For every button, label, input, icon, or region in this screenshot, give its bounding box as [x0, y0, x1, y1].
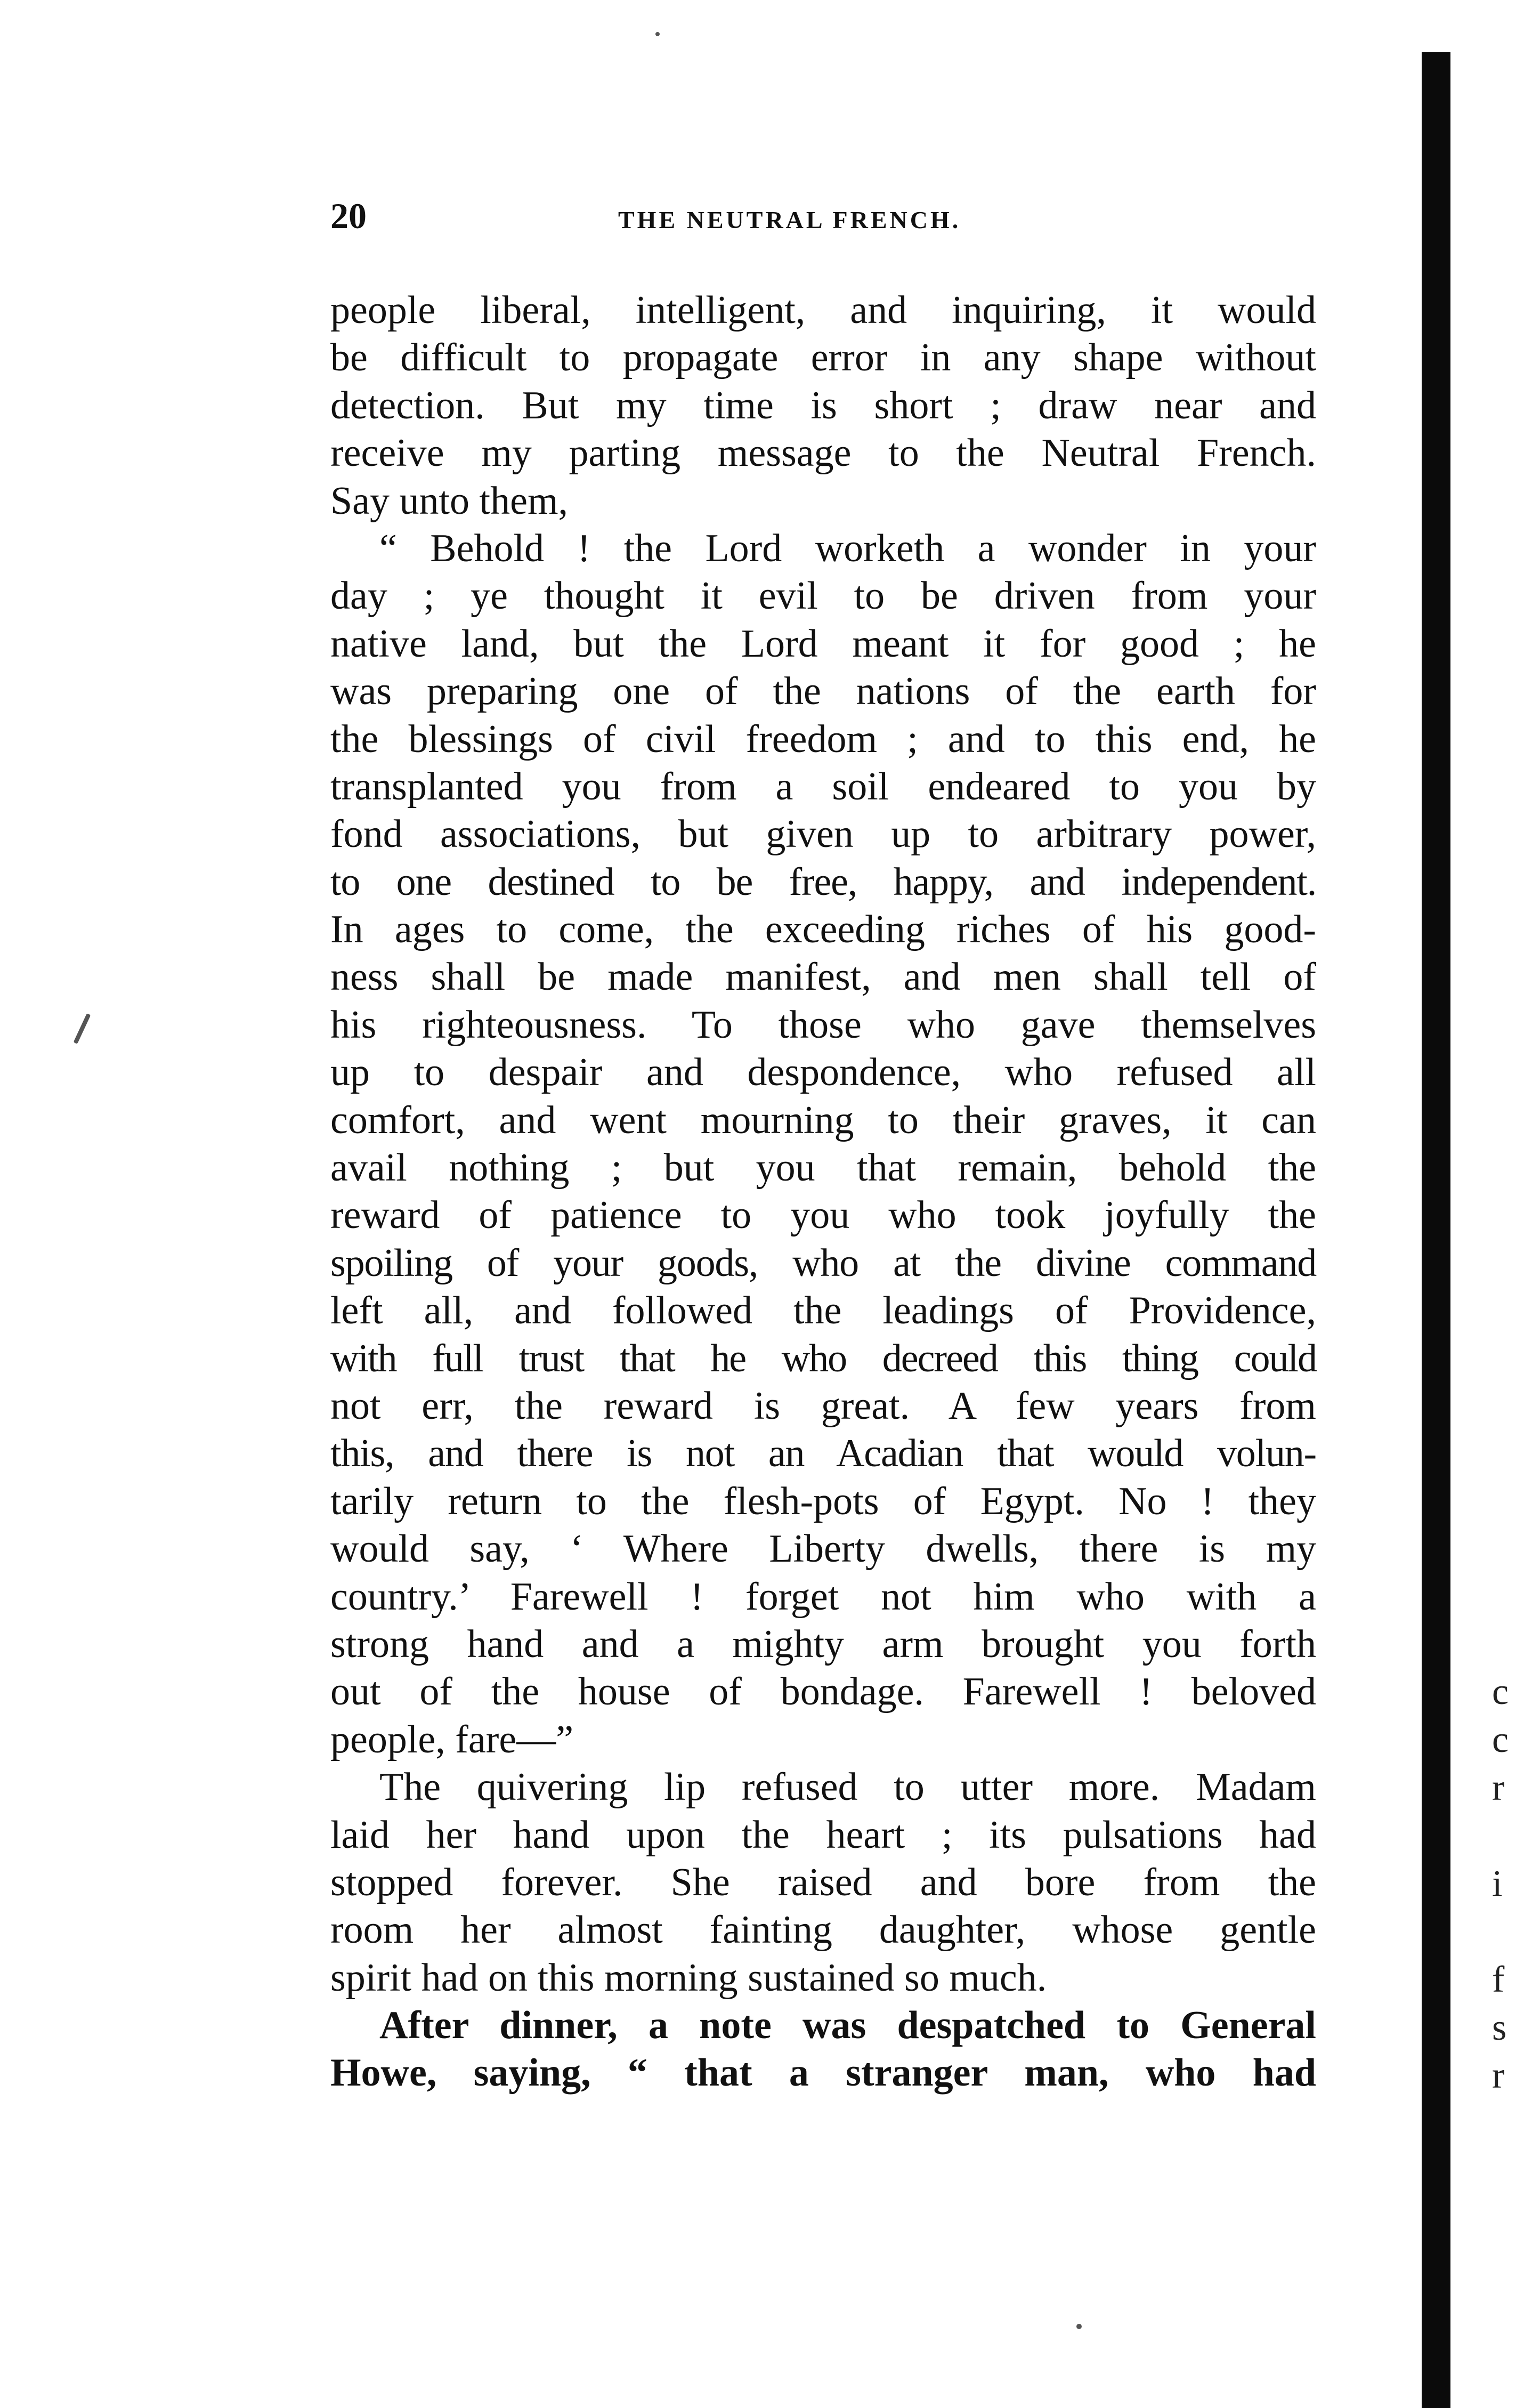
text-line: to one destined to be free, happy, and independent.: [330, 860, 1316, 904]
text-line: transplanted you from a soil endeared to you by: [330, 764, 1316, 809]
text-line: be difficult to propagate error in any shape without: [330, 336, 1316, 380]
text-line: Howe, saying, “ that a stranger man, who had: [330, 2051, 1316, 2095]
text-line: not err, the reward is great. A few years from: [330, 1384, 1316, 1428]
text-line: The quivering lip refused to utter more. Madam: [379, 1765, 1316, 1809]
margin-letter: [1492, 1812, 1524, 1860]
page-header: [330, 189, 1316, 243]
text-line: people, fare—”: [330, 1717, 574, 1761]
text-line: spoiling of your goods, who at the divine command: [330, 1241, 1316, 1285]
margin-letter: c: [1492, 1719, 1509, 1760]
margin-letter: r: [1492, 2055, 1505, 2096]
text-line: detection. But my time is short ; draw near and: [330, 383, 1316, 427]
text-line: tarily return to the flesh-pots of Egypt. No ! they: [330, 1479, 1316, 1523]
text-line: spirit had on this morning sustained so much.: [330, 1956, 1047, 2000]
text-line: reward of patience to you who took joyfully the: [330, 1193, 1316, 1238]
margin-letter: s: [1492, 2007, 1507, 2048]
margin-letter: [1492, 1908, 1524, 1956]
text-line: was preparing one of the nations of the earth for: [330, 669, 1316, 714]
scan-speck: [74, 1013, 91, 1044]
text-line: country.’ Farewell ! forget not him who with a: [330, 1574, 1316, 1619]
text-line: the blessings of civil freedom ; and to this end, he: [330, 717, 1316, 761]
text-line: left all, and followed the leadings of Providence,: [330, 1289, 1316, 1333]
text-line: room her almost fainting daughter, whose gentle: [330, 1908, 1316, 1952]
text-line: this, and there is not an Acadian that would volun-: [330, 1432, 1316, 1476]
text-line: comfort, and went mourning to their graves, it can: [330, 1098, 1316, 1142]
text-line: strong hand and a mighty arm brought you forth: [330, 1622, 1316, 1666]
margin-letter: c: [1492, 1671, 1509, 1712]
margin-letter: r: [1492, 1767, 1505, 1808]
text-line: would say, ‘ Where Liberty dwells, there is my: [330, 1527, 1316, 1571]
text-line: After dinner, a note was despatched to General: [379, 2003, 1316, 2048]
text-line: stopped forever. She raised and bore from the: [330, 1860, 1316, 1904]
page-number: 20: [330, 196, 367, 236]
text-line: laid her hand upon the heart ; its pulsations had: [330, 1813, 1316, 1857]
text-line: up to despair and despondence, who refused all: [330, 1051, 1316, 1095]
text-line: fond associations, but given up to arbitrary power,: [330, 812, 1316, 856]
text-line: native land, but the Lord meant it for good ; he: [330, 621, 1316, 666]
scan-speck: [1076, 2324, 1082, 2329]
text-line: “ Behold ! the Lord worketh a wonder in your: [379, 526, 1316, 570]
text-line: his righteousness. To those who gave themselves: [330, 1003, 1316, 1047]
margin-letter: f: [1492, 1959, 1505, 2000]
text-line: In ages to come, the exceeding riches of his good-: [330, 908, 1316, 952]
margin-letter: i: [1492, 1863, 1503, 1904]
page-edge-shadow: [1422, 52, 1450, 2408]
body-text: [330, 287, 1316, 2097]
text-line: out of the house of bondage. Farewell ! beloved: [330, 1670, 1316, 1714]
scan-speck: [655, 32, 660, 36]
text-line: receive my parting message to the Neutral French.: [330, 431, 1316, 475]
text-line: with full trust that he who decreed this thing could: [330, 1336, 1316, 1380]
text-line: Say unto them,: [330, 479, 569, 523]
text-line: avail nothing ; but you that remain, behold the: [330, 1146, 1316, 1190]
text-line: day ; ye thought it evil to be driven from your: [330, 574, 1316, 618]
text-line: ness shall be made manifest, and men shall tell of: [330, 955, 1316, 999]
running-title: THE NEUTRAL FRENCH.: [618, 206, 961, 233]
facing-page-margin-letters: [1492, 1668, 1524, 2100]
text-line: people liberal, intelligent, and inquiring, it would: [330, 288, 1316, 332]
